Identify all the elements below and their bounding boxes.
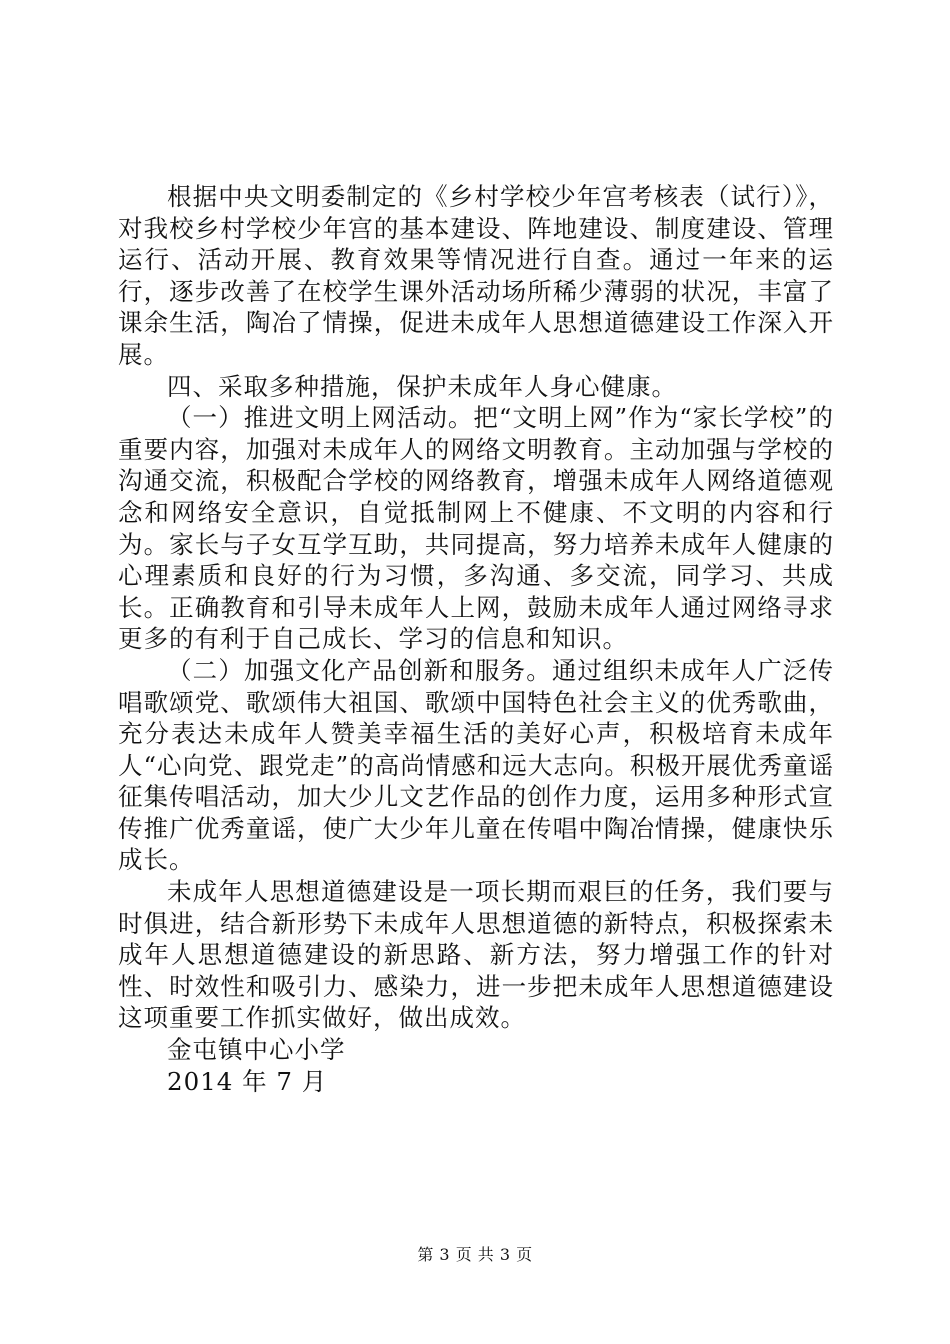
- paragraph-cultural-products: （二）加强文化产品创新和服务。通过组织未成年人广泛传唱歌颂党、歌颂伟大祖国、歌颂中国特色社会主义的优秀歌曲，充分表达未成年人赞美幸福生活的美好心声，积极培育未成年人“心向党、跟党走”的高尚情感和远大志向。积极开展优秀童谣征集传唱活动，加大少儿文艺作品的创作力度，运用多种形式宣传推广优秀童谣，使广大少年儿童在传唱中陶冶情操，健康快乐成长。: [118, 655, 834, 875]
- signature-date: 2014 年 7 月: [167, 1066, 328, 1096]
- paragraph-civilized-internet: （一）推进文明上网活动。把“文明上网”作为“家长学校”的重要内容，加强对未成年人的网络文明教育。主动加强与学校的沟通交流，积极配合学校的网络教育，增强未成年人网络道德观念和网络安全意识，自觉抵制网上不健康、不文明的内容和行为。家长与子女互学互助，共同提高，努力培养未成年人健康的心理素质和良好的行为习惯，多沟通、多交流，同学习、共成长。正确教育和引导未成年人上网，鼓励未成年人通过网络寻求更多的有利于自己成长、学习的信息和知识。: [118, 403, 834, 654]
- page-number-footer: 第 3 页 共 3 页: [417, 1245, 533, 1264]
- document-body: [118, 181, 834, 1097]
- section-heading-four: 四、采取多种措施，保护未成年人身心健康。: [167, 371, 677, 401]
- signature-organization: 金屯镇中心小学: [167, 1035, 346, 1065]
- paragraph-conclusion: 未成年人思想道德建设是一项长期而艰巨的任务，我们要与时俱进，结合新形势下未成年人思想道德的新特点，积极探索未成年人思想道德建设的新思路、新方法，努力增强工作的针对性、时效性和吸引力、感染力，进一步把未成年人思想道德建设这项重要工作抓实做好，做出成效。: [118, 877, 834, 1033]
- paragraph-self-inspection: 根据中央文明委制定的《乡村学校少年宫考核表（试行）》，对我校乡村学校少年宫的基本建设、阵地建设、制度建设、管理运行、活动开展、教育效果等情况进行自查。通过一年来的运行，逐步改善了在校学生课外活动场所稀少薄弱的状况，丰富了课余生活，陶冶了情操，促进未成年人思想道德建设工作深入开展。: [118, 182, 834, 369]
